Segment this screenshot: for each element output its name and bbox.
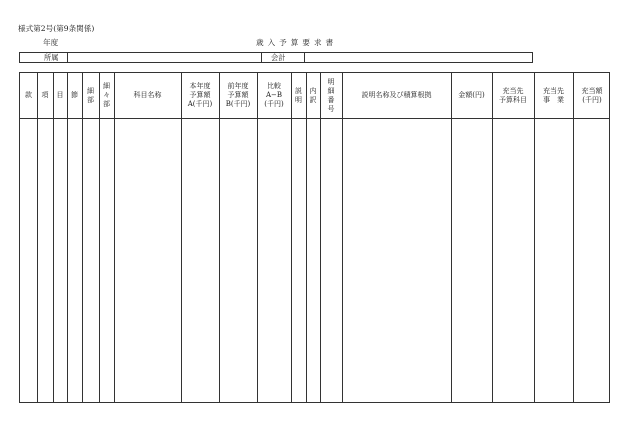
column-divider	[82, 73, 83, 402]
column-divider	[306, 73, 307, 402]
fiscal-year-label: 年度	[43, 38, 59, 47]
column-header-previous: 前年度 予算額 B(千円)	[225, 82, 251, 108]
header-separator	[20, 118, 609, 119]
column-divider	[219, 73, 220, 402]
document-title: 歳入予算要求書	[256, 38, 338, 47]
account-label: 会計	[271, 53, 286, 62]
column-divider	[99, 73, 100, 402]
column-divider	[114, 73, 115, 402]
info-divider	[261, 53, 262, 62]
dept-label: 所属	[44, 53, 59, 62]
column-header-current: 本年度 予算額 A(千円)	[187, 82, 213, 108]
column-divider	[67, 73, 68, 402]
column-divider	[342, 73, 343, 402]
column-header-kan: 款	[25, 91, 32, 99]
column-header-basis: 説明名称及び積算根拠	[361, 91, 432, 99]
dept-value-field[interactable]	[69, 53, 259, 62]
column-divider	[320, 73, 321, 402]
column-divider	[257, 73, 258, 402]
column-divider	[181, 73, 182, 402]
column-header-target_project: 充当先 事 業	[543, 86, 564, 104]
column-header-target_amount: 充当額 (千円)	[581, 86, 603, 104]
column-divider	[492, 73, 493, 402]
column-divider	[451, 73, 452, 402]
info-divider	[67, 53, 68, 62]
column-header-saibu: 細 部	[87, 86, 94, 104]
form-id: 様式第2号(第9条関係)	[18, 24, 95, 33]
info-divider	[304, 53, 305, 62]
column-header-amount: 金額(円)	[458, 91, 485, 99]
column-header-uchiwake: 内 訳	[309, 86, 317, 104]
column-header-setsumei: 説 明	[295, 86, 302, 104]
column-header-moku: 目	[56, 91, 64, 99]
info-row	[19, 52, 533, 63]
column-divider	[53, 73, 54, 402]
column-header-target_item: 充当先 予算科目	[499, 86, 527, 104]
column-header-saisaibu: 細 々 部	[103, 82, 110, 108]
column-header-setsu: 節	[71, 91, 78, 99]
column-header-kou: 項	[41, 91, 49, 99]
column-header-diff: 比較 A−B (千円)	[264, 82, 284, 108]
column-divider	[37, 73, 38, 402]
column-divider	[573, 73, 574, 402]
column-divider	[291, 73, 292, 402]
account-value-field[interactable]	[306, 53, 530, 62]
budget-table	[19, 72, 610, 403]
column-header-kamoku: 科目名称	[133, 91, 162, 99]
column-divider	[534, 73, 535, 402]
column-header-meisai: 明 細 番 号	[327, 77, 335, 113]
